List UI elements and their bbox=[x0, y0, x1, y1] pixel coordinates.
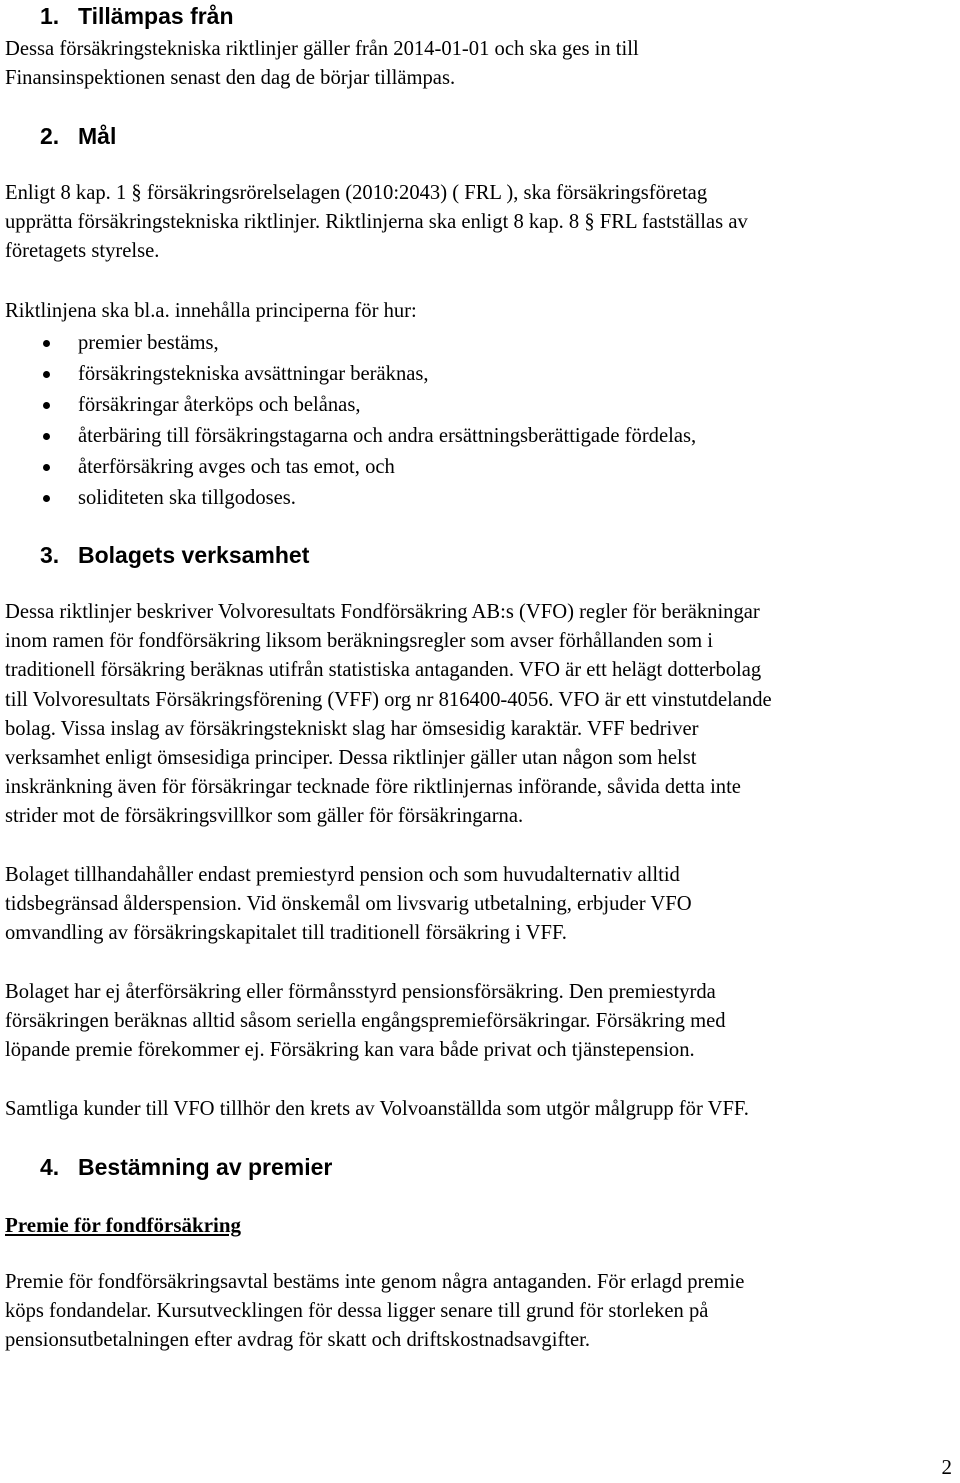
bullet-icon bbox=[43, 495, 50, 502]
heading-number: 4. bbox=[40, 1154, 60, 1180]
heading-bolagets-verksamhet bbox=[40, 541, 309, 569]
list-item: premier bestäms, bbox=[0, 328, 696, 359]
heading-text: Bestämning av premier bbox=[78, 1154, 333, 1180]
text-line: Premie för fondförsäkringsavtal bestäms inte genom några antaganden. För erlagd premie bbox=[5, 1271, 745, 1293]
page-number: 2 bbox=[941, 1455, 952, 1479]
heading-number: 1. bbox=[40, 3, 60, 29]
paragraph-mal bbox=[5, 179, 955, 267]
text-line: till Volvoresultats Försäkringsförening (VFF) org nr 816400-4056. VFO är ett vinstutdelande bbox=[5, 688, 772, 711]
text-line: bolag. Vissa inslag av försäkringstekniskt slag har ömsesidig karaktär. VFF bedriver bbox=[5, 717, 699, 740]
list-item: försäkringar återköps och belånas, bbox=[0, 390, 696, 421]
text-line: Finansinspektionen senast den dag de börjar tillämpas. bbox=[5, 67, 456, 90]
text-line: inskränkning även för försäkringar tecknade före riktlinjernas införande, såvida detta inte bbox=[5, 776, 741, 799]
text-line: tidsbegränsad ålderspension. Vid önskemål om livsvarig utbetalning, erbjuder VFO bbox=[5, 893, 692, 916]
text-line: Bolaget tillhandahåller endast premiestyrd pension och som huvudalternativ alltid bbox=[5, 864, 680, 886]
list-item: återbäring till försäkringstagarna och andra ersättningsberättigade fördelas, bbox=[0, 421, 696, 452]
paragraph-tillampas bbox=[5, 35, 955, 93]
heading-mal bbox=[40, 122, 116, 150]
principles-list bbox=[0, 328, 696, 514]
text-line: företagets styrelse. bbox=[5, 240, 160, 263]
text-line: löpande premie förekommer ej. Försäkring kan vara både privat och tjänstepension. bbox=[5, 1039, 695, 1062]
text-line: traditionell försäkring beräknas utifrån statistiska antaganden. VFO är ett helägt dotterbolag bbox=[5, 659, 762, 682]
heading-number: 3. bbox=[40, 542, 60, 568]
bullet-icon bbox=[43, 371, 50, 378]
paragraph-aterforsakring bbox=[5, 978, 955, 1066]
text-line: pensionsutbetalningen efter avdrag för skatt och driftskostnadsavgifter. bbox=[5, 1329, 591, 1352]
text-line: Riktlinjena ska bl.a. innehålla principerna för hur: bbox=[5, 300, 417, 322]
paragraph-kunder bbox=[5, 1095, 955, 1124]
paragraph-riktlinjer-intro bbox=[5, 297, 955, 326]
text-line: verksamhet enligt ömsesidiga principer. Dessa riktlinjer gäller utan någon som helst bbox=[5, 747, 697, 770]
text-line: Dessa försäkringstekniska riktlinjer gäller från 2014-01-01 och ska ges in till bbox=[5, 38, 639, 60]
text-line: Samtliga kunder till VFO tillhör den krets av Volvoanställda som utgör målgrupp för VFF. bbox=[5, 1098, 749, 1120]
text-line: Bolaget har ej återförsäkring eller förmånsstyrd pensionsförsäkring. Den premiestyrda bbox=[5, 981, 716, 1003]
bullet-icon bbox=[43, 402, 50, 409]
text-line: köps fondandelar. Kursutvecklingen för dessa ligger senare till grund för storleken på bbox=[5, 1300, 709, 1323]
bullet-icon bbox=[43, 433, 50, 440]
subheading-premie-fondforsakring: Premie för fondförsäkring bbox=[5, 1213, 242, 1237]
heading-text: Tillämpas från bbox=[78, 3, 234, 29]
list-item: återförsäkring avges och tas emot, och bbox=[0, 452, 696, 483]
bullet-icon bbox=[43, 464, 50, 471]
heading-text: Bolagets verksamhet bbox=[78, 542, 310, 568]
text-line: strider mot de försäkringsvillkor som gäller för försäkringarna. bbox=[5, 805, 524, 828]
text-line: omvandling av försäkringskapitalet till traditionell försäkring i VFF. bbox=[5, 922, 567, 945]
heading-tillampas-fran bbox=[40, 2, 234, 30]
text-line: upprätta försäkringstekniska riktlinjer. Riktlinjerna ska enligt 8 kap. 8 § FRL fastställas av bbox=[5, 211, 748, 234]
paragraph-verksamhet bbox=[5, 598, 955, 832]
heading-text: Mål bbox=[78, 123, 117, 149]
list-item: försäkringstekniska avsättningar beräknas, bbox=[0, 359, 696, 390]
heading-number: 2. bbox=[40, 123, 60, 149]
text-line: försäkringen beräknas alltid såsom seriella engångspremieförsäkringar. Försäkring med bbox=[5, 1010, 726, 1033]
paragraph-premie bbox=[5, 1268, 955, 1356]
paragraph-pension bbox=[5, 861, 955, 949]
text-line: inom ramen för fondförsäkring liksom beräkningsregler som avser förhållanden som i bbox=[5, 630, 714, 653]
bullet-icon bbox=[43, 340, 50, 347]
text-line: Dessa riktlinjer beskriver Volvoresultats Fondförsäkring AB:s (VFO) regler för beräkningar bbox=[5, 601, 760, 623]
list-item: soliditeten ska tillgodoses. bbox=[0, 483, 696, 514]
heading-bestamning-av-premier bbox=[40, 1153, 332, 1181]
text-line: Enligt 8 kap. 1 § försäkringsrörelselagen (2010:2043) ( FRL ), ska försäkringsföretag bbox=[5, 182, 708, 204]
